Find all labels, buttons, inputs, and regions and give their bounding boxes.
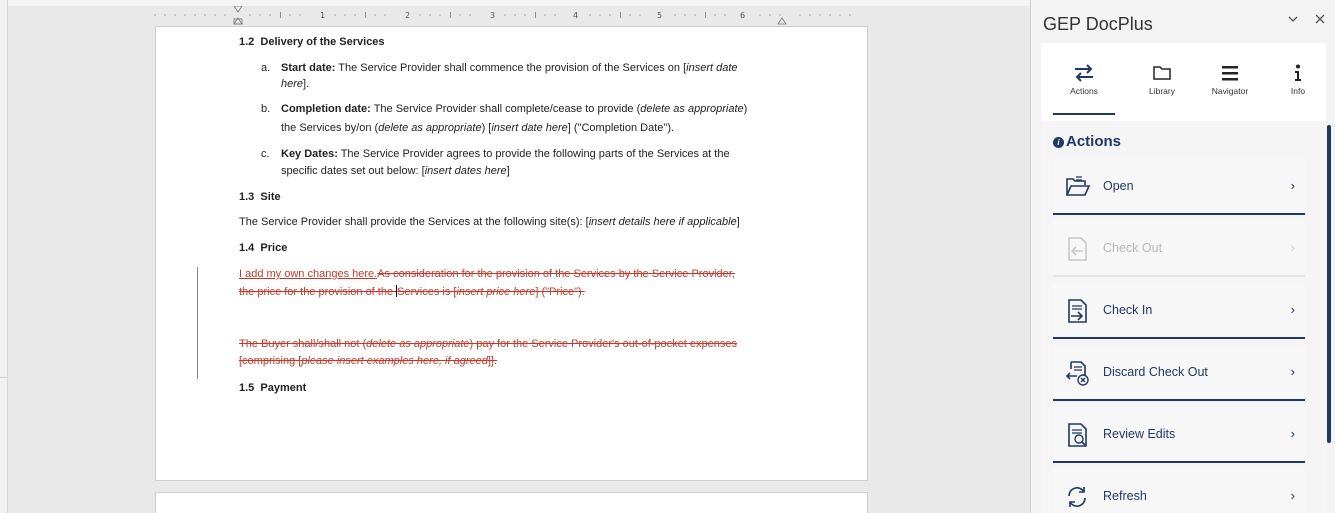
nav-tab-library[interactable] (1127, 63, 1197, 96)
section-heading-1-3: 1.3 Site (239, 191, 281, 203)
section-heading-1-4: 1.4 Price (239, 242, 288, 254)
action-label: Discard Check Out (1103, 365, 1208, 379)
ruler-number: 3 (490, 11, 496, 20)
info-circle-icon: i (1053, 137, 1064, 148)
site-paragraph: The Service Provider shall provide the Services at the following site(s): [insert details here if applicable] (239, 216, 740, 228)
pane-title: GEP DocPlus (1043, 14, 1153, 34)
ruler-number: 5 (657, 11, 663, 20)
pane-scrollbar[interactable] (1327, 125, 1331, 443)
list-item-b-cont: the Services by/on (delete as appropriate) [insert date here] ("Completion Date"). (281, 122, 675, 134)
section-heading-1-2: 1.2 Delivery of the Services (239, 36, 385, 48)
review-edits-icon (1063, 421, 1091, 449)
nav-label: Library (1149, 86, 1175, 96)
inserted-text: I add my own changes here. (239, 268, 378, 280)
list-item-a-text: Start date: The Service Provider shall commence the provision of the Services on [insert date (281, 62, 738, 74)
list-item-b-text: Completion date: The Service Provider shall complete/cease to provide (delete as appropriate) (281, 103, 748, 115)
chevron-right-icon: › (1290, 426, 1295, 441)
nav-label: Navigator (1211, 86, 1249, 96)
nav-label: Actions (1070, 86, 1098, 96)
action-label: Check In (1103, 303, 1153, 317)
deleted-text: As consideration for the provision of the Services by the Service Provider, (377, 268, 735, 280)
price-paragraph-line-2: the price for the provision of the Services is [insert price here] ("Price"). (239, 286, 585, 298)
chevron-right-icon: › (1290, 364, 1295, 379)
chevron-right-icon: › (1290, 178, 1295, 193)
actions-heading: i Actions (1053, 133, 1121, 150)
info-icon (1288, 63, 1308, 83)
ruler-ticks (150, 6, 870, 26)
pane-nav (1041, 43, 1326, 121)
check-in-icon (1063, 297, 1091, 325)
buyer-paragraph-line-2: [comprising [please insert examples here, if agreed]]. (239, 355, 498, 367)
track-changes-bar (197, 267, 198, 379)
chevron-right-icon: › (1290, 240, 1295, 255)
action-label: Refresh (1103, 489, 1147, 503)
nav-tab-actions[interactable] (1049, 63, 1119, 96)
action-label: Review Edits (1103, 427, 1176, 441)
folder-icon (1152, 63, 1172, 83)
ruler-number: 1 (320, 11, 326, 20)
action-label: Open (1103, 179, 1134, 193)
open-folder-icon (1063, 173, 1091, 201)
review-edits-button[interactable] (1053, 407, 1305, 463)
check-out-button[interactable] (1053, 221, 1305, 277)
nav-tab-info[interactable] (1263, 63, 1333, 96)
chevron-down-icon[interactable] (1286, 12, 1300, 31)
ruler-number: 2 (405, 11, 411, 20)
discard-icon (1063, 359, 1091, 387)
active-tab-indicator (1053, 113, 1115, 115)
list-item-c-text: Key Dates: The Service Provider agrees to provide the following parts of the Services at the (281, 148, 730, 160)
open-button[interactable] (1053, 159, 1305, 215)
refresh-button[interactable] (1053, 469, 1305, 513)
buyer-paragraph-line-1: The Buyer shall/shall not (delete as appropriate) pay for the Service Provider's out-of-pocket expenses (239, 338, 737, 350)
actions-panel (1041, 121, 1326, 513)
list-item-a: a. (261, 62, 271, 74)
section-heading-1-5: 1.5 Payment (239, 382, 307, 394)
docplus-task-pane (1030, 0, 1335, 513)
ruler-number: 6 (740, 11, 746, 20)
pane-body (1041, 43, 1326, 513)
left-gutter (0, 0, 8, 513)
hamburger-menu-icon (1220, 63, 1240, 83)
discard-check-out-button[interactable] (1053, 345, 1305, 401)
action-label: Check Out (1103, 241, 1163, 255)
list-item-a-cont: here]. (281, 78, 310, 90)
chevron-right-icon: › (1290, 488, 1295, 503)
check-in-button[interactable] (1053, 283, 1305, 339)
list-item-c-cont: specific dates set out below: [insert dates here] (281, 165, 510, 177)
price-paragraph-line-1 (239, 268, 735, 280)
list-item-c: c. (261, 148, 270, 160)
list-item-b: b. (261, 103, 271, 115)
refresh-icon (1063, 483, 1091, 511)
nav-label: Info (1290, 86, 1306, 96)
nav-tab-navigator[interactable] (1195, 63, 1265, 96)
check-out-icon (1063, 235, 1091, 263)
swap-arrows-icon (1073, 63, 1095, 83)
chevron-right-icon: › (1290, 302, 1295, 317)
next-document-page[interactable] (155, 492, 868, 513)
close-icon[interactable] (1313, 12, 1327, 31)
ruler-number: 4 (573, 11, 579, 20)
horizontal-ruler[interactable] (150, 6, 870, 26)
